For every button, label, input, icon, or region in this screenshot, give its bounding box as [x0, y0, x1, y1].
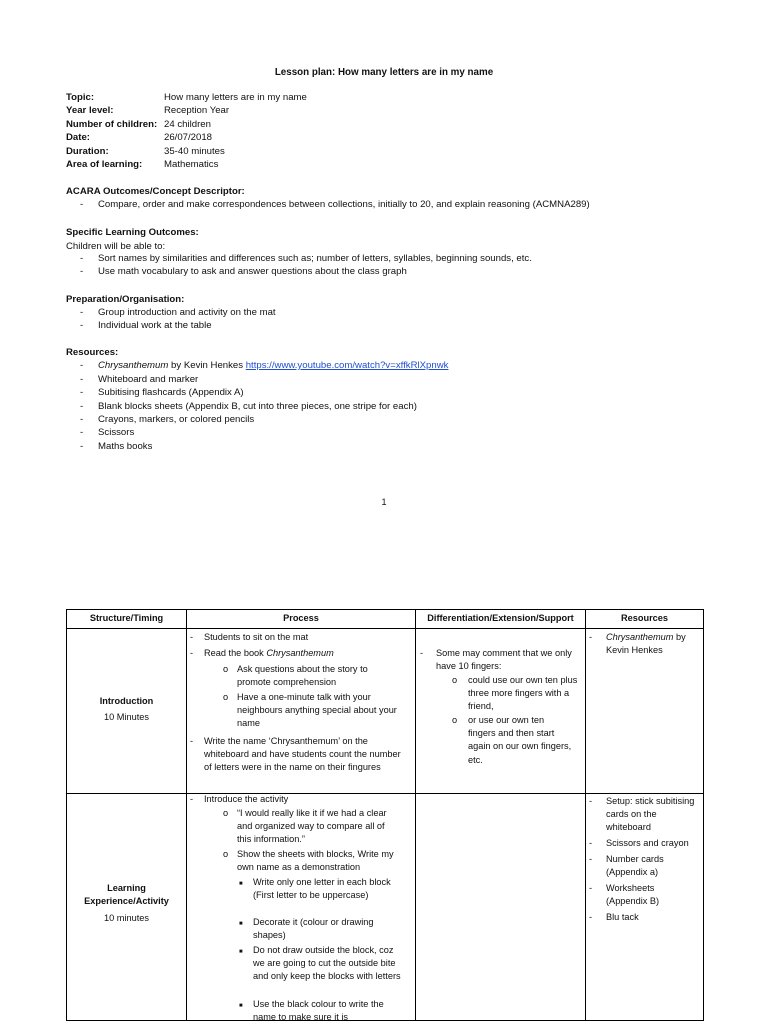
stage-time: 10 minutes: [104, 913, 149, 923]
stage-time: 10 Minutes: [104, 712, 149, 722]
preparation-heading: Preparation/Organisation:: [66, 294, 185, 305]
table-row: [67, 629, 704, 794]
specific-outcomes-heading: Specific Learning Outcomes:: [66, 227, 199, 238]
book-title: Chrysanthemum: [98, 360, 169, 371]
lesson-plan-table: [66, 609, 704, 1021]
meta-label: Number of children:: [66, 119, 158, 130]
column-header: Structure/Timing: [67, 610, 187, 629]
stage-cell: [67, 794, 187, 1021]
meta-label: Duration:: [66, 146, 109, 157]
meta-value: 35-40 minutes: [164, 146, 225, 157]
meta-label: Date:: [66, 132, 90, 143]
stage-cell: [67, 629, 187, 794]
meta-value: 26/07/2018: [164, 132, 213, 143]
meta-label: Topic:: [66, 92, 95, 103]
page-number: 1: [381, 497, 387, 507]
meta-label: Area of learning:: [66, 159, 143, 170]
column-header: Resources: [586, 610, 704, 629]
column-header: Process: [187, 610, 416, 629]
table-header-row: [67, 610, 704, 629]
specific-outcomes-intro: Children will be able to:: [66, 241, 166, 252]
table-row: [67, 794, 704, 1021]
stage-label: Learning Experience/Activity: [84, 883, 169, 907]
resources-cell: - Setup: stick subitising cards on the whiteboard - Scissors and crayon - Number cards (Appendix a) - Worksheets (Appendix B) - Blu tack: [586, 794, 704, 1021]
meta-value: 24 children: [164, 119, 211, 130]
youtube-link[interactable]: https://www.youtube.com/watch?v=xffkRlXpnwk: [245, 360, 449, 371]
stage-label: Introduction: [99, 696, 154, 706]
acara-heading: ACARA Outcomes/Concept Descriptor:: [66, 186, 245, 197]
process-cell: - Introduce the activity o “I would really like it if we had a clear and organized way to compare all of this information.” o Show the sheets with blocks, Write my own name as a demonstration ■ Write only one letter in each block (First letter to be uppercase) ■ Decorate it (colour or drawing shapes) ■ Do not draw outside the block, coz we are going to cut the outside bite and only keep the blocks with letters ■ Use the black colour to write the name to make sure it is: [187, 794, 416, 1021]
differentiation-cell: - Some may comment that we only have 10 fingers: o could use our own ten plus three more fingers with a friend, o or use our own ten fingers and then start again on our own fingers, etc.: [416, 629, 586, 794]
page-title: Lesson plan: How many letters are in my name: [274, 67, 494, 78]
resources-cell: - Chrysanthemum by Kevin Henkes: [586, 629, 704, 794]
meta-value: Mathematics: [164, 159, 219, 170]
differentiation-cell: [416, 794, 586, 1021]
meta-value: Reception Year: [164, 105, 230, 116]
meta-label: Year level:: [66, 105, 114, 116]
meta-value: How many letters are in my name: [164, 92, 307, 103]
process-cell: - Students to sit on the mat - Read the book Chrysanthemum o Ask questions about the story to promote comprehension o Have a one-minute talk with your neighbours anything special about your name - Write the name ‘Chrysanthemum’ on the whiteboard and have students count the number of letters were in the name on their fingures: [187, 629, 416, 794]
resources-heading: Resources:: [66, 347, 119, 358]
column-header: Differentiation/Extension/Support: [416, 610, 586, 629]
